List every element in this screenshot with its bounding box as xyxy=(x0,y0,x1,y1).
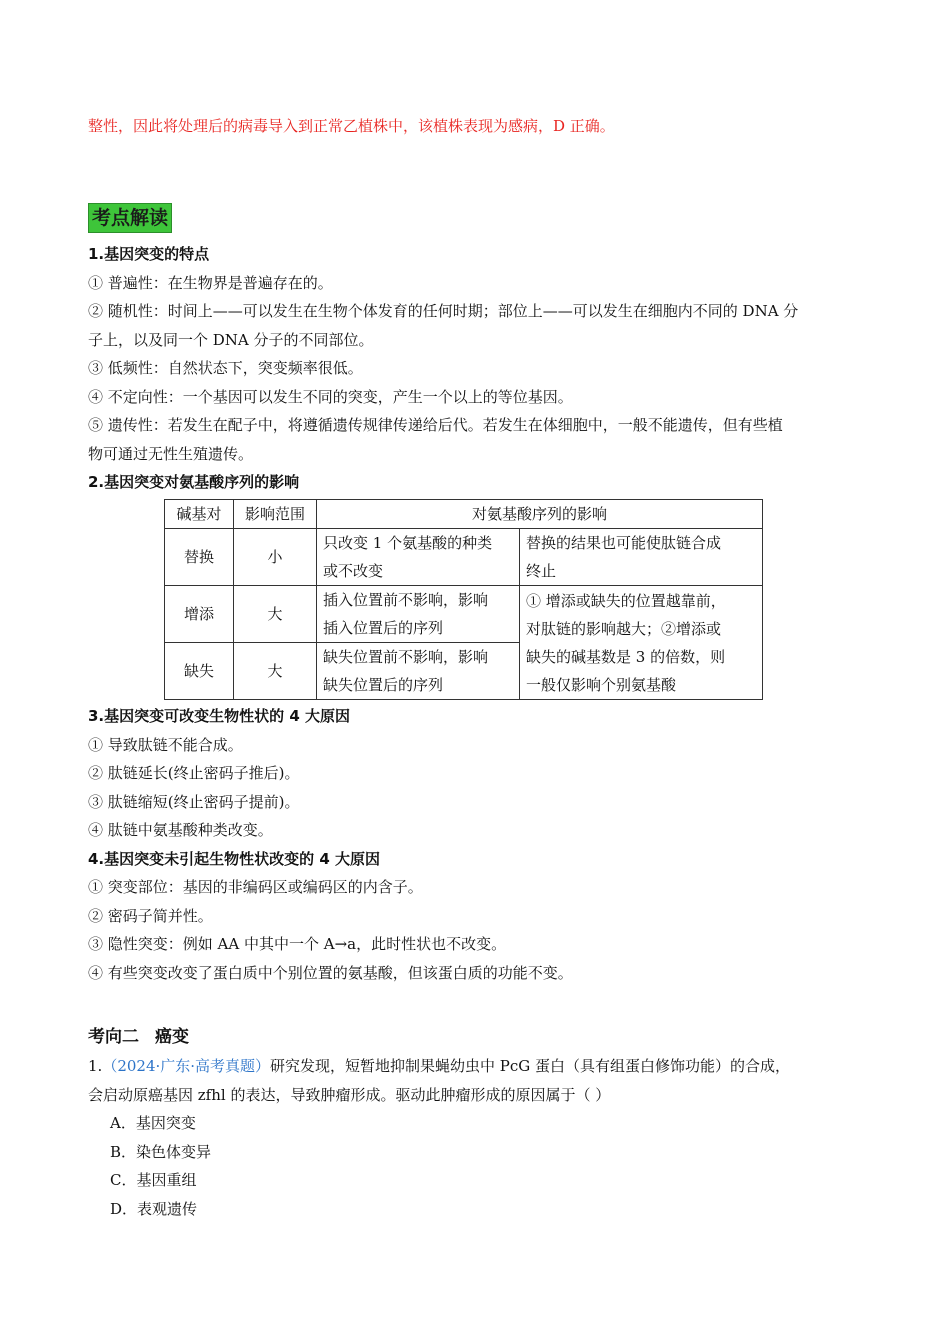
section-2-heading xyxy=(88,1022,189,1047)
table-merged-cell xyxy=(520,586,763,700)
cell-line: 一般仅影响个别氨基酸 xyxy=(526,675,677,694)
table-cell xyxy=(520,529,763,586)
question-line-2: 会启动原癌基因 zfhl 的表达，导致肿瘤形成。驱动此肿瘤形成的原因属于（ ） xyxy=(88,1085,611,1104)
table-cell: 大 xyxy=(234,643,317,700)
question-text-1: 研究发现，短暂地抑制果蝇幼虫中 PcG 蛋白（具有组蛋白修饰功能）的合成， xyxy=(270,1057,791,1075)
cell-line: ① 增添或缺失的位置越靠前， xyxy=(526,591,726,610)
s1-item: ④ 不定向性：一个基因可以发生不同的突变，产生一个以上的等位基因。 xyxy=(88,387,573,406)
s3-title: 3.基因突变可改变生物性状的 4 大原因 xyxy=(88,707,351,725)
s4-item: ① 突变部位：基因的非编码区或编码区的内含子。 xyxy=(88,878,423,896)
cell-line: 缺失位置后的序列 xyxy=(323,676,444,694)
s4-item: ④ 有些突变改变了蛋白质中个别位置的氨基酸，但该蛋白质的功能不变。 xyxy=(88,963,573,982)
s3-item: ② 肽链延长(终止密码子推后)。 xyxy=(88,764,300,782)
kaodian-title: 考点解读 xyxy=(88,203,172,233)
question-line-1 xyxy=(88,1052,790,1081)
s1-item: ② 随机性：时间上——可以发生在生物个体发育的任何时期；部位上——可以发生在细胞内不同的 DNA 分 xyxy=(88,302,799,320)
s2-title: 2.基因突变对氨基酸序列的影响 xyxy=(88,473,300,491)
cell-line: 只改变 1 个氨基酸的种类 xyxy=(323,534,493,552)
question-source: （2024·广东·高考真题） xyxy=(102,1057,271,1075)
section-1 xyxy=(88,240,798,497)
table-row xyxy=(165,586,763,643)
cell-line: 插入位置前不影响，影响 xyxy=(323,591,489,609)
mutation-effect-table xyxy=(164,499,763,700)
cell-line: 插入位置后的序列 xyxy=(323,619,444,637)
table-cell: 小 xyxy=(234,529,317,586)
table-cell xyxy=(317,586,520,643)
table-header: 碱基对 xyxy=(165,500,234,529)
s3-item: ④ 肽链中氨基酸种类改变。 xyxy=(88,821,273,839)
cell-line: 或不改变 xyxy=(323,562,384,580)
s1-title: 1.基因突变的特点 xyxy=(88,245,210,263)
question-number: 1. xyxy=(88,1057,103,1075)
option-d[interactable]: D．表观遗传 xyxy=(110,1199,198,1218)
s1-item: ① 普遍性：在生物界是普遍存在的。 xyxy=(88,273,333,292)
cell-line: 替换的结果也可能使肽链合成 xyxy=(526,534,722,552)
s1-item: 物可通过无性生殖遗传。 xyxy=(88,444,254,463)
section-3 xyxy=(88,702,573,987)
s1-item: 子上，以及同一个 DNA 分子的不同部位。 xyxy=(88,330,374,349)
kaodian-heading xyxy=(88,203,172,233)
option-a[interactable]: A．基因突变 xyxy=(110,1114,196,1132)
section-2-label: 考向二 xyxy=(88,1027,139,1047)
table-cell: 缺失 xyxy=(165,643,234,700)
table-header-row xyxy=(165,500,763,529)
table-row xyxy=(165,529,763,586)
s4-title: 4.基因突变未引起生物性状改变的 4 大原因 xyxy=(88,849,381,868)
s3-item: ① 导致肽链不能合成。 xyxy=(88,735,243,754)
s1-item: ⑤ 遗传性：若发生在配子中，将遵循遗传规律传递给后代。若发生在体细胞中，一般不能遗传，但有些植 xyxy=(88,416,783,434)
table-cell xyxy=(317,643,520,700)
table-cell xyxy=(317,529,520,586)
cell-line: 终止 xyxy=(526,562,557,580)
option-c[interactable]: C．基因重组 xyxy=(110,1171,197,1189)
s4-item: ② 密码子简并性。 xyxy=(88,906,213,925)
option-b[interactable]: B．染色体变异 xyxy=(110,1142,212,1161)
table-header: 影响范围 xyxy=(234,500,317,529)
table-cell: 替换 xyxy=(165,529,234,586)
intro-line: 整性，因此将处理后的病毒导入到正常乙植株中，该植株表现为感病，D 正确。 xyxy=(88,117,615,135)
cell-line: 对肽链的影响越大；②增添或 xyxy=(526,619,722,638)
table-header: 对氨基酸序列的影响 xyxy=(317,500,763,529)
table-cell: 增添 xyxy=(165,586,234,643)
table-cell: 大 xyxy=(234,586,317,643)
cell-line: 缺失的碱基数是 3 的倍数，则 xyxy=(526,647,726,666)
section-2-title: 癌变 xyxy=(155,1027,189,1047)
question xyxy=(88,1052,790,1223)
s1-item: ③ 低频性：自然状态下，突变频率很低。 xyxy=(88,359,363,377)
s4-item: ③ 隐性突变：例如 AA 中其中一个 A→a，此时性状也不改变。 xyxy=(88,935,507,953)
cell-line: 缺失位置前不影响，影响 xyxy=(323,648,489,666)
s3-item: ③ 肽链缩短(终止密码子提前)。 xyxy=(88,792,300,811)
